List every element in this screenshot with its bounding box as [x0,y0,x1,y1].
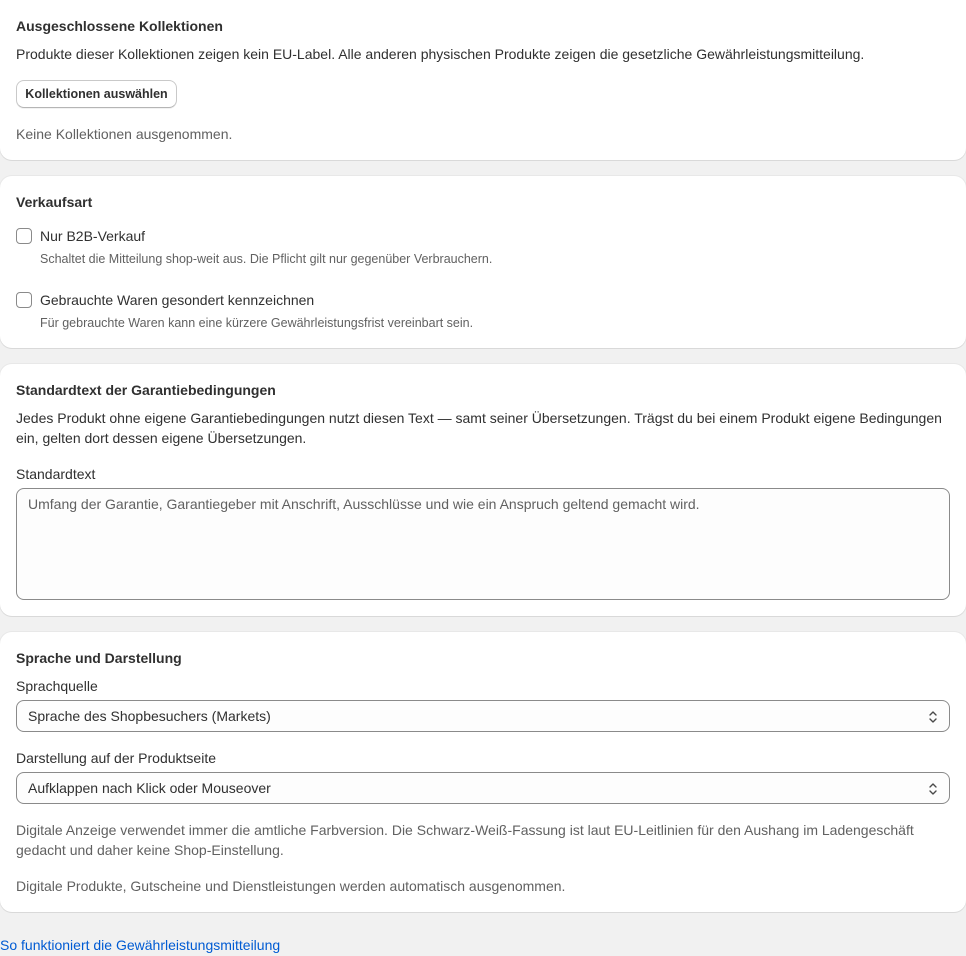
display-mode-value: Aufklappen nach Klick oder Mouseover [28,780,271,796]
b2b-only-help: Schaltet die Mitteilung shop-weit aus. Die Pflicht gilt nur gegenüber Verbrauchern. [40,252,493,266]
used-goods-help: Für gebrauchte Waren kann eine kürzere Gewährleistungsfrist vereinbart sein. [40,316,474,330]
excluded-collections-title: Ausgeschlossene Kollektionen [16,18,223,34]
chevron-up-down-icon [927,709,939,725]
language-source-value: Sprache des Shopbesuchers (Markets) [28,708,271,724]
excluded-collections-card [0,0,966,160]
excluded-collections-empty-state: Keine Kollektionen ausgenommen. [16,126,233,142]
display-mode-select[interactable] [16,772,950,804]
b2b-only-label[interactable]: Nur B2B-Verkauf [40,228,146,244]
warranty-text-description: Jedes Produkt ohne eigene Garantiebedingungen nutzt diesen Text — samt seiner Übersetzungen. Trägst du bei einem Produkt eigene Bedingungen ein, gelten dort dessen eigene Übersetzungen. [16,410,942,446]
used-goods-label[interactable]: Gebrauchte Waren gesondert kennzeichnen [40,292,315,308]
used-goods-checkbox[interactable] [16,292,32,308]
standard-text-label: Standardtext [16,466,96,482]
help-link[interactable]: So funktioniert die Gewährleistungsmitteilung [0,937,281,953]
language-source-select[interactable] [16,700,950,732]
b2b-only-checkbox[interactable] [16,228,32,244]
language-source-label: Sprachquelle [16,678,98,694]
warranty-text-card [0,364,966,616]
auto-exclusion-note: Digitale Produkte, Gutscheine und Dienstleistungen werden automatisch ausgenommen. [16,878,566,894]
color-version-note: Digitale Anzeige verwendet immer die amtliche Farbversion. Die Schwarz-Weiß-Fassung ist laut EU-Leitlinien für den Aushang im Ladengeschäft gedacht und daher keine Shop-Einstellung. [16,822,914,858]
excluded-collections-description: Produkte dieser Kollektionen zeigen kein EU-Label. Alle anderen physischen Produkte zeigen die gesetzliche Gewährleistungsmitteilung. [16,46,865,62]
display-mode-label: Darstellung auf der Produktseite [16,750,216,766]
language-display-card [0,632,966,912]
standard-text-textarea[interactable] [16,488,950,600]
language-display-title: Sprache und Darstellung [16,650,182,666]
warranty-text-title: Standardtext der Garantiebedingungen [16,382,276,398]
select-collections-button[interactable]: Kollektionen auswählen [16,80,177,108]
chevron-up-down-icon [927,781,939,797]
sales-type-card [0,176,966,348]
sales-type-title: Verkaufsart [16,194,93,210]
